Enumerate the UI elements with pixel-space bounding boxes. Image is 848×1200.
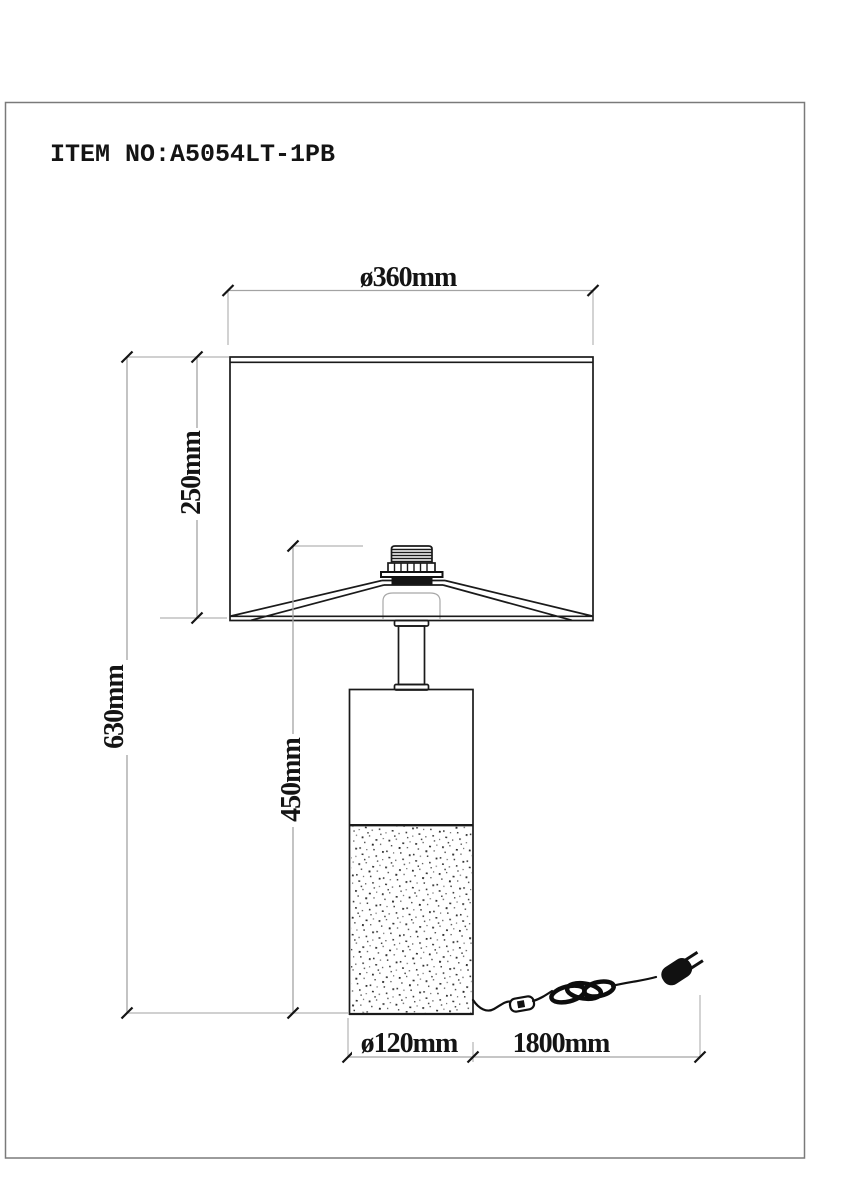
power-plug: [658, 948, 706, 989]
socket-flange: [381, 572, 443, 577]
lamp-drawing: [230, 357, 706, 1014]
dim-label-shade-diameter: ø360mm: [359, 262, 457, 293]
dim-label-shade-height: 250mm: [176, 431, 207, 515]
vase-cap-outline: [383, 593, 440, 619]
inline-switch: [509, 996, 535, 1013]
item-number: ITEM NO:A5054LT-1PB: [50, 140, 336, 169]
cord-segment-3: [612, 977, 656, 986]
socket-base-ring: [392, 578, 433, 585]
cord-segment-2: [533, 991, 552, 1001]
lamp-socket: [381, 546, 443, 585]
plug-prong-top: [684, 952, 697, 961]
concrete-texture: [351, 827, 472, 1013]
dim-shade-diameter: [223, 260, 599, 345]
dim-total-height: [95, 352, 133, 1019]
plug-prong-bottom: [689, 961, 702, 970]
socket-thread-cap: [392, 546, 433, 563]
dim-shade-height: [173, 352, 207, 624]
socket-threads: [392, 550, 433, 562]
dim-body-height: [272, 541, 307, 1019]
dim-label-body-height: 450mm: [276, 738, 307, 822]
dim-label-base-diameter: ø120mm: [360, 1028, 458, 1059]
lamp-neck: [395, 621, 429, 691]
dim-label-cord-length: 1800mm: [512, 1028, 610, 1059]
lamp-body: [349, 690, 474, 1015]
socket-ribs: [395, 563, 428, 572]
shade-spider: [231, 581, 592, 621]
plug-body: [658, 955, 696, 989]
neck-tube: [399, 626, 425, 685]
dim-label-total-height: 630mm: [99, 665, 130, 749]
cord-segment-1: [473, 1000, 511, 1011]
cord-coil: [550, 979, 615, 1005]
power-cord: [473, 948, 706, 1012]
